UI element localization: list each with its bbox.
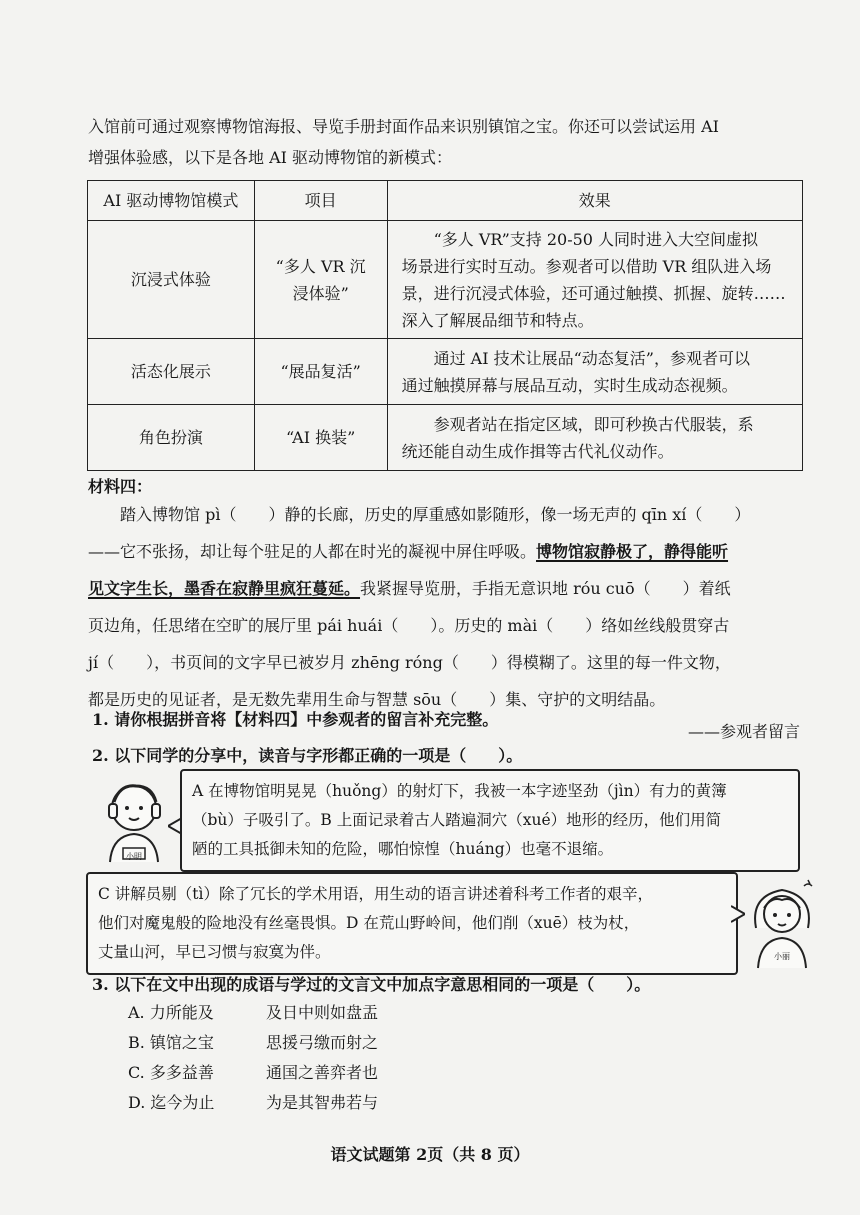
option-classical: 为是其智弗若与 (266, 1093, 379, 1112)
signature: ——参观者留言 (687, 722, 800, 741)
question-2: 2. 以下同学的分享中，读音与字形都正确的一项是（ ）。 (92, 746, 523, 765)
bubble-line: 陋的工具抵御未知的危险，哪怕惊惶（huáng）也毫不退缩。 (192, 840, 614, 858)
material4-text: 我紧握导览册，手指无意识地 róu cuō（ ）着纸 (360, 579, 731, 598)
project-line: 浸体验” (292, 283, 349, 303)
material4-line-1: 踏入博物馆 pì（ ）静的长廊，历史的厚重感如影随形，像一场无声的 qīn xí（ ） (120, 505, 751, 524)
bubble-line: 丈量山河，早已习惯与寂寞为伴。 (98, 943, 331, 961)
material4-line-6: 都是历史的见证者，是无数先辈用生命与智慧 sōu（ ）集、守护的文明结晶。 (88, 690, 666, 709)
effect-cell (387, 221, 802, 339)
effect-line: 深入了解展品细节和特点。 (401, 310, 594, 330)
option-idiom: B. 镇馆之宝 (128, 1033, 214, 1052)
effect-line: “多人 VR”支持 20-50 人同时进入大空间虚拟 (433, 229, 759, 249)
speech-bubble-1 (180, 769, 800, 872)
project-cell: “展品复活” (254, 339, 387, 405)
bubble-line: A 在博物馆明晃晃（huǒng）的射灯下，我被一本字迹坚劲（jìn）有力的黄簿 (192, 782, 727, 800)
material4-line-3 (88, 570, 731, 607)
ai-museum-table (87, 180, 803, 471)
page-footer: 语文试题第 2页（共 8 页） (330, 1145, 530, 1164)
project-cell (254, 221, 387, 339)
project-line: “多人 VR 沉 (275, 256, 366, 276)
table-header-row (88, 181, 803, 221)
option-idiom: C. 多多益善 (128, 1063, 214, 1082)
option-idiom: A. 力所能及 (128, 1003, 214, 1022)
underlined-sentence: 博物馆寂静极了，静得能听 (536, 542, 729, 561)
material4-line-4: 页边角，任思绪在空旷的展厅里 pái huái（ ）。历史的 mài（ ）络如丝线般贯穿古 (88, 616, 730, 635)
mode-cell: 沉浸式体验 (88, 221, 255, 339)
intro-line-1: 入馆前可通过观察博物馆海报、导览手册封面作品来识别镇馆之宝。你还可以尝试运用 AI (88, 117, 719, 136)
question-3: 3. 以下在文中出现的成语与学过的文言文中加点字意思相同的一项是（ ）。 (92, 975, 651, 994)
material4-title: 材料四： (88, 477, 153, 496)
table-header: 项目 (254, 181, 387, 221)
question-1: 1. 请你根据拼音将【材料四】中参观者的留言补充完整。 (92, 710, 499, 729)
effect-line: 场景进行实时互动。参观者可以借助 VR 组队进入场 (401, 256, 772, 276)
option-classical: 思援弓缴而射之 (266, 1033, 379, 1052)
effect-cell (387, 339, 802, 405)
option-d (128, 1091, 378, 1115)
table-row (88, 221, 803, 339)
option-b (128, 1031, 378, 1055)
effect-line: 通过触摸屏幕与展品互动，实时生成动态视频。 (401, 375, 738, 395)
bubble-line: （bù）子吸引了。B 上面记录着古人踏遍洞穴（xué）地形的经历，他们用简 (192, 811, 722, 829)
bubble-line: C 讲解员剔（tì）除了冗长的学术用语，用生动的语言讲述着科考工作者的艰辛， (98, 885, 653, 903)
mode-cell: 活态化展示 (88, 339, 255, 405)
effect-line: 参观者站在指定区域，即可秒换古代服装，系 (433, 414, 754, 434)
option-classical: 通国之善弈者也 (266, 1063, 379, 1082)
effect-line: 通过 AI 技术让展品“动态复活”，参观者可以 (433, 348, 750, 368)
intro-line-2: 增强体验感，以下是各地 AI 驱动博物馆的新模式： (88, 148, 453, 167)
avatar-tag: 小丽 (774, 952, 790, 961)
material4-line-5: jí（ ），书页间的文字早已被岁月 zhēng róng（ ）得模糊了。这里的每一件文物， (88, 653, 731, 672)
mode-cell: 角色扮演 (88, 405, 255, 471)
speech-bubble-2 (86, 872, 738, 975)
option-classical: 及日中则如盘盂 (266, 1003, 379, 1022)
table-header: 效果 (387, 181, 802, 221)
table-row (88, 405, 803, 471)
bubble-line: 他们对魔鬼般的险地没有丝毫畏惧。D 在荒山野岭间，他们削（xuē）枝为杖， (98, 914, 640, 932)
table-header: AI 驱动博物馆模式 (88, 181, 255, 221)
project-cell: “AI 换装” (254, 405, 387, 471)
option-idiom: D. 迄今为止 (128, 1093, 215, 1112)
avatar-tag: 小明 (126, 852, 142, 861)
effect-cell (387, 405, 802, 471)
material4-line-2 (88, 533, 728, 570)
option-c (128, 1061, 378, 1085)
material4-text: ——它不张扬，却让每个驻足的人都在时光的凝视中屏住呼吸。 (88, 542, 537, 561)
option-a (128, 1001, 378, 1025)
effect-line: 统还能自动生成作揖等古代礼仪动作。 (401, 441, 674, 461)
table-row (88, 339, 803, 405)
underlined-sentence: 见文字生长，墨香在寂静里疯狂蔓延。 (88, 579, 361, 598)
effect-line: 景，进行沉浸式体验，还可通过触摸、抓握、旋转…… (401, 283, 786, 303)
